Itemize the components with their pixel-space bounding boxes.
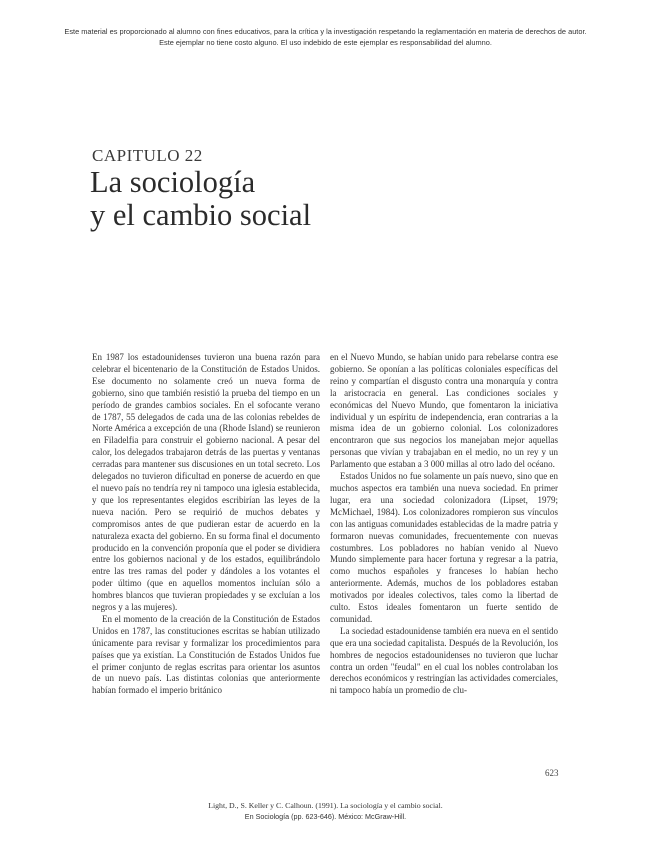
chapter-label: CAPITULO 22: [92, 146, 203, 165]
paragraph: en el Nuevo Mundo, se habían unido para rebelarse contra ese gobierno. Se oponían a las políticas coloniales específicas del reino y compartían el disgusto contra una monarquía y contra la aristocracia en general. Las condiciones sociales y económicas del Nuevo Mundo, que fomentaron la iniciativa individual y un espíritu de independencia, eran contrarias a la misma idea de un gobierno colonial. Los colonizadores encontraron que sus negocios los manejaban mejor aquellas personas que vivían y trabajaban en el medio, no un rey y un Parlamento que estaban a 3 000 millas al otro lado del océano.: [330, 352, 558, 470]
citation-line: Light, D., S. Keller y C. Calhoun. (1991). La sociología y el cambio social.: [208, 801, 443, 810]
publication-line: En Sociología (pp. 623-646). México: McGraw-Hill.: [244, 812, 407, 821]
notice-line-1: Este material es proporcionado al alumno con fines educativos, para la crítica y la investigación respetando la reglamentación en materia de derechos de autor.: [64, 27, 587, 36]
notice-line-2: Este ejemplar no tiene costo alguno. El uso indebido de este ejemplar es responsabilidad del alumno.: [159, 38, 492, 47]
paragraph: En 1987 los estadounidenses tuvieron una buena razón para celebrar el bicentenario de la Constitución de Estados Unidos. Ese documento no solamente creó un nueva forma de gobierno, sino que también resistió la prueba del tiempo en un período de grandes cambios sociales. En el sofocante verano de 1787, 55 delegados de cada una de las colonias rebeldes de Norte América a excepción de una (Rhode Island) se reunieron en Filadelfia para construir el gobierno nacional. A pesar del calor, los delegados trabajaron detrás de las puertas y ventanas cerradas para mantener sus discusiones en un total secreto. Los delegados no tuvieron dificultad en ponerse de acuerdo en que el nuevo país no tendría rey ni tampoco una iglesia establecida, y que los representantes elegidos escribirían las leyes de la nueva nación. Pero se requirió de muchos debates y compromisos antes de que pudieran estar de acuerdo en la naturaleza exacta del gobierno. En su forma final el documento producido en la convención proponía que el poder se dividiera entre los gobiernos nacional y de los estados, equilibrándolo entre las tres ramas del poder y dándoles a los votantes el poder último (que en aquellos momentos incluían sólo a hombres blancos que tuvieran propiedades y se excluían a los negros y a las mujeres).: [92, 352, 320, 613]
paragraph: La sociedad estadounidense también era nueva en el sentido que era una sociedad capitalista. Después de la Revolución, los hombres de negocios estadounidenses no tuvieron que luchar contra un orden "feudal" en el cual los nobles controlaban los derechos económicos y restringían las actividades comerciales, ni tampoco había un promedio de clu-: [330, 625, 558, 696]
copyright-notice: [40, 26, 611, 48]
chapter-title-line-1: La sociología: [90, 165, 256, 199]
paragraph: En el momento de la creación de la Constitución de Estados Unidos en 1787, las constituciones escritas se habían utilizado únicamente para revisar y formalizar los procedimientos para países que ya existían. La Constitución de Estados Unidos fue el primer conjunto de reglas escritas para orientar los asuntos de un nuevo país. Las distintas colonias que anteriormente habían formado el imperio británico: [92, 613, 320, 696]
body-column-left: [92, 352, 320, 697]
body-column-right: [330, 352, 558, 697]
source-citation: [60, 800, 591, 822]
page-number: 623: [545, 768, 559, 778]
chapter-title: [90, 166, 311, 232]
chapter-title-line-2: y el cambio social: [90, 198, 312, 232]
paragraph: Estados Unidos no fue solamente un país nuevo, sino que en muchos aspectos era también una nueva sociedad. En primer lugar, era una sociedad colonizadora (Lipset, 1979; McMichael, 1984). Los colonizadores rompieron sus vínculos con las antiguas comunidades establecidas de la madre patria y formaron nuevas comunidades, frecuentemente con nuevas costumbres. Los pobladores no habían venido al Nuevo Mundo simplemente para hacer fortuna y regresar a la patria, como muchos españoles y franceses lo habían hecho anteriormente. Además, muchos de los pobladores estaban motivados por ideales colectivos, tales como la libertad de culto. Estos ideales fomentaron un fuerte sentido de comunidad.: [330, 471, 558, 624]
